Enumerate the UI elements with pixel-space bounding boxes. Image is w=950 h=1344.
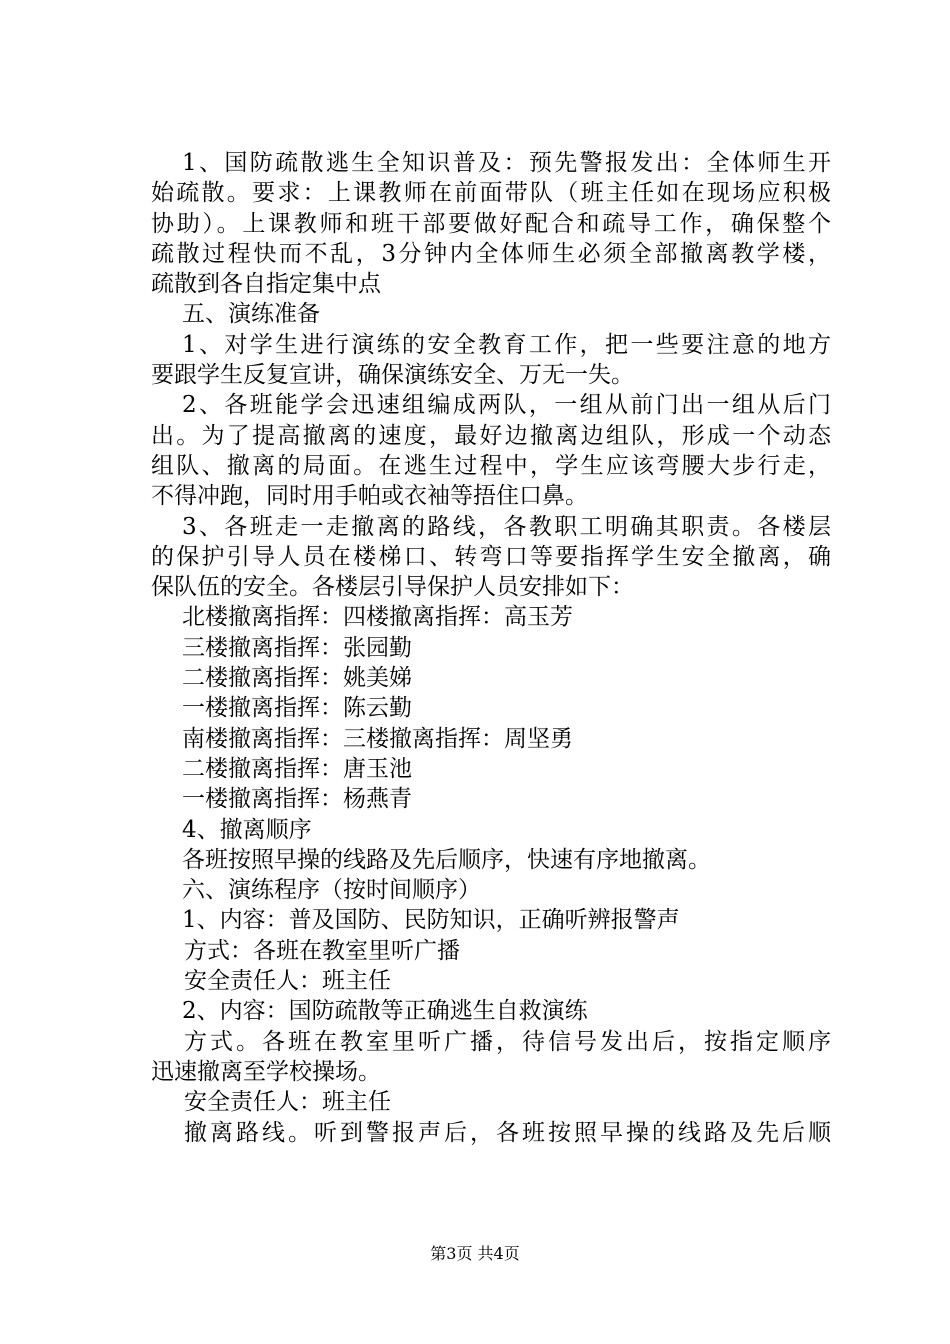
text-line: 协助）。上课教师和班干部要做好配合和疏导工作，确保整个 [151,210,831,237]
document-body [151,148,831,1148]
text-line: 安全责任人：班主任 [184,968,391,995]
text-line: 方式。各班在教室里听广播，待信号发出后，按指定顺序 [184,1028,831,1055]
text-line: 各班按照早操的线路及先后顺序，快速有序地撤离。 [182,846,711,873]
text-line: 北楼撤离指挥：四楼撤离指挥：高玉芳 [182,604,573,631]
text-line: 疏散到各自指定集中点 [151,271,381,298]
text-line: 2、各班能学会迅速组编成两队，一组从前门出一组从后门 [182,392,831,419]
text-line: 二楼撤离指挥：唐玉池 [182,755,412,782]
text-line: 三楼撤离指挥：张园勤 [182,634,412,661]
text-line: 的保护引导人员在楼梯口、转弯口等要指挥学生安全撤离，确 [151,543,831,570]
text-line: 要跟学生反复宣讲，确保演练安全、万无一失。 [151,362,634,389]
section-heading: 五、演练准备 [182,301,320,328]
text-line: 保队伍的安全。各楼层引导保护人员安排如下： [151,574,634,601]
section-heading: 六、演练程序（按时间顺序） [182,877,481,904]
text-line: 组队、撤离的局面。在逃生过程中，学生应该弯腰大步行走， [151,452,831,479]
text-line: 一楼撤离指挥：杨燕青 [182,786,412,813]
text-line: 方式：各班在教室里听广播 [184,937,460,964]
text-line: 出。为了提高撤离的速度，最好边撤离边组队，形成一个动态 [151,422,831,449]
text-line: 3、各班走一走撤离的路线，各教职工明确其职责。各楼层 [182,513,831,540]
text-line: 不得冲跑，同时用手帕或衣袖等捂住口鼻。 [151,483,588,510]
text-line: 一楼撤离指挥：陈云勤 [182,695,412,722]
text-line: 二楼撤离指挥：姚美娣 [182,665,412,692]
text-line: 4、撤离顺序 [182,816,312,843]
text-line: 始疏散。要求：上课教师在前面带队（班主任如在现场应积极 [151,180,831,207]
text-line: 1、内容：普及国防、民防知识，正确听辨报警声 [182,907,680,934]
text-line: 1、国防疏散逃生全知识普及：预先警报发出：全体师生开 [182,150,831,176]
text-line: 迅速撤离至学校操场。 [151,1058,381,1085]
text-line: 1、对学生进行演练的安全教育工作，把一些要注意的地方 [182,331,831,358]
text-line: 疏散过程快而不乱，3分钟内全体师生必须全部撤离教学楼， [151,240,831,267]
text-line: 安全责任人：班主任 [184,1089,391,1116]
text-line: 2、内容：国防疏散等正确逃生自救演练 [182,998,588,1025]
text-line: 南楼撤离指挥：三楼撤离指挥：周坚勇 [182,725,573,752]
text-line: 撤离路线。听到警报声后，各班按照早操的线路及先后顺 [184,1119,831,1146]
page-footer: 第3页 共4页 [430,1244,520,1263]
